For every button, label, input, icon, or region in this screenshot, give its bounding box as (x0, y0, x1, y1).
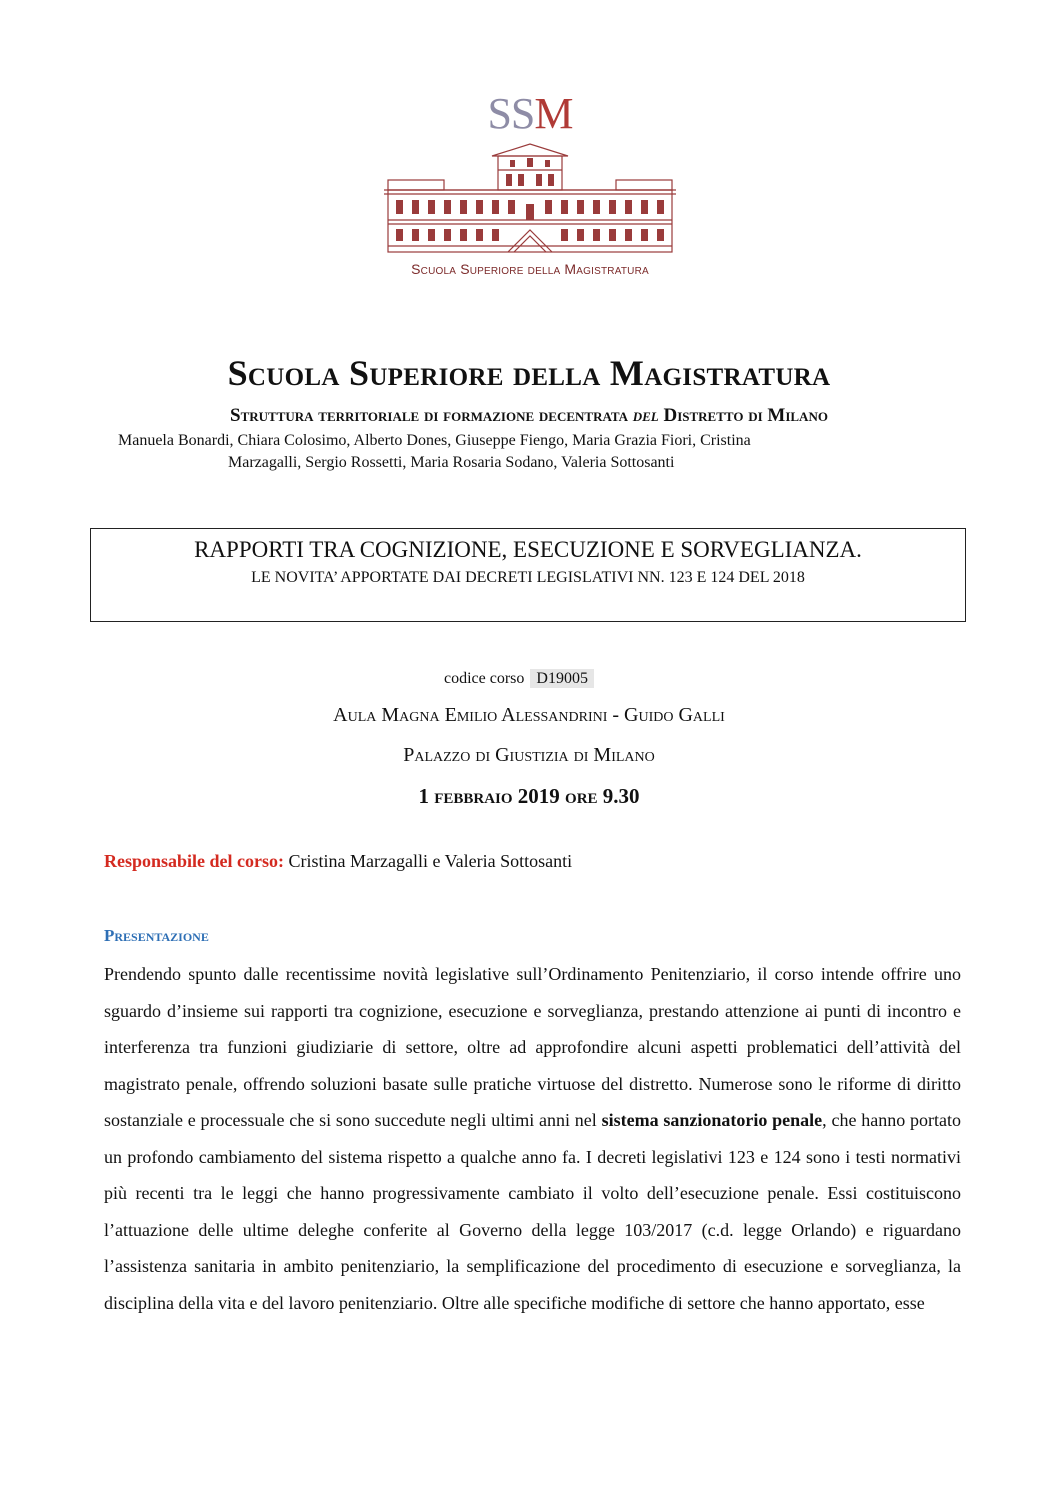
course-code-label: codice corso (444, 670, 525, 687)
ssm-logo (380, 89, 680, 292)
presentation-paragraph (104, 956, 961, 1321)
course-code-row (444, 670, 594, 688)
staff-list-line-2: Marzagalli, Sergio Rossetti, Maria Rosaria Sodano, Valeria Sottosanti (228, 454, 675, 471)
subtitle-before: Struttura territoriale di formazione decentrata (230, 405, 633, 426)
body-text-part-1: Prendendo spunto dalle recentissime novità legislative sull’Ordinamento Penitenziario, il corso intende offrire uno sguardo d’insieme sui rapporti tra cognizione, esecuzione e sorveglianza, prestando attenzione ai punti di incontro e interferenza tra funzioni giudiziarie di settore, oltre ad approfondire alcuni aspetti problematici dell’attività del magistrato penale, offrendo soluzioni basate sulle pratiche virtuose del distretto. Numerose sono le riforme di diritto sostanziale e processuale che si sono succedute negli ultimi anni nel (104, 964, 961, 1130)
staff-list-line-1: Manuela Bonardi, Chiara Colosimo, Alberto Dones, Giuseppe Fiengo, Maria Grazia Fiori, Cristina (118, 432, 751, 449)
venue-building: Palazzo di Giustizia di Milano (403, 744, 655, 766)
venue-room: Aula Magna Emilio Alessandrini - Guido Galli (333, 704, 725, 726)
logo-letters-m: M (534, 89, 573, 138)
course-subtitle: LE NOVITA’ APPORTATE DAI DECRETI LEGISLATIVI NN. 123 E 124 DEL 2018 (251, 569, 805, 586)
presentation-heading: Presentazione (104, 926, 209, 945)
subtitle-italic: del (632, 405, 659, 426)
course-responsible (104, 851, 572, 872)
subtitle-after: Distretto di Milano (658, 405, 828, 426)
responsible-label: Responsabile del corso: (104, 851, 284, 871)
palace-building-icon (380, 142, 680, 257)
body-text-part-2: , che hanno portato un profondo cambiamento del sistema rispetto a qualche anno fa. I decreti legislativi 123 e 124 sono i testi normativi più recenti tra le leggi che hanno progressivamente cambiato il volto dell’esecuzione penale. Essi costituiscono l’attuazione delle ultime deleghe conferite al Governo della legge 103/2017 (c.d. legge Orlando) e riguardano l’assistenza sanitaria in ambito penitenziario, la semplificazione del procedimento di esecuzione e sorveglianza, la disciplina della vita e del lavoro penitenziario. Oltre alle specifiche modifiche di settore che hanno apportato, esse (104, 1110, 961, 1313)
course-date-time: 1 febbraio 2019 ore 9.30 (418, 784, 640, 808)
logo-letters (380, 89, 680, 138)
responsible-names: Cristina Marzagalli e Valeria Sottosanti (284, 851, 573, 871)
course-title: RAPPORTI TRA COGNIZIONE, ESECUZIONE E SORVEGLIANZA. (194, 537, 862, 562)
course-code-value: D19005 (530, 669, 594, 688)
logo-caption: Scuola Superiore della Magistratura (411, 261, 649, 277)
course-title-box (90, 528, 966, 622)
presentation-body (104, 956, 961, 1321)
body-text-bold: sistema sanzionatorio penale (601, 1110, 823, 1130)
school-title: Scuola Superiore della Magistratura (227, 353, 831, 393)
logo-letters-ss: SS (487, 89, 535, 138)
district-subtitle (0, 405, 1058, 427)
